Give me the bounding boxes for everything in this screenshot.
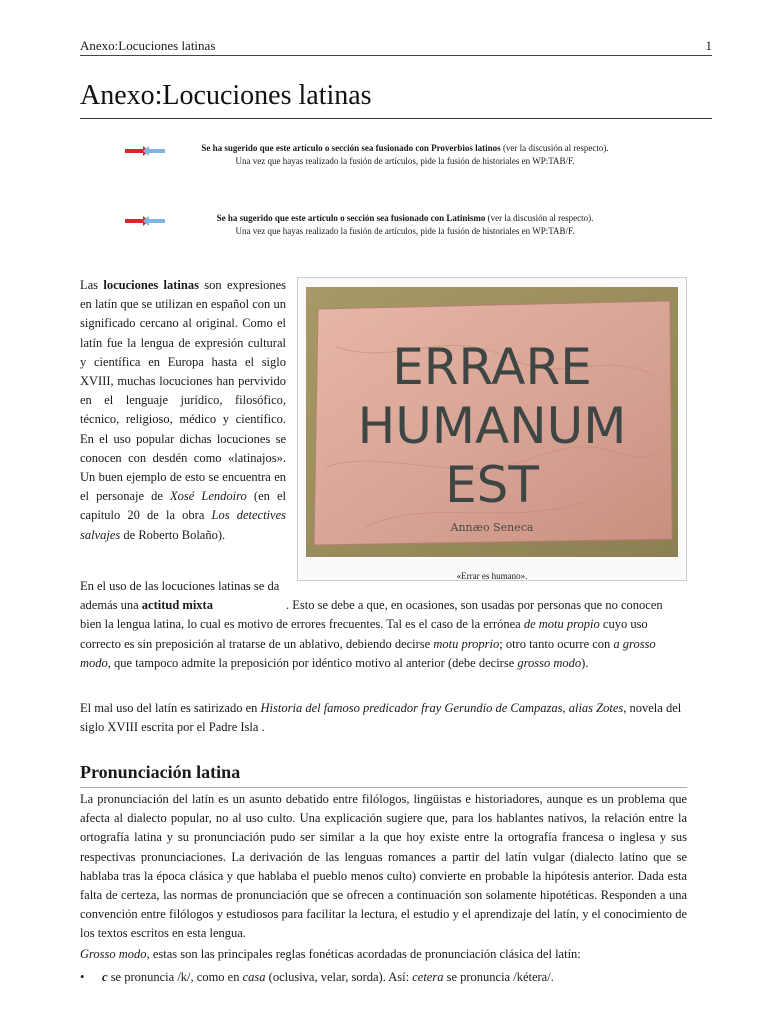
text-run: se pronuncia /kétera/. <box>443 970 554 984</box>
paragraph-pronunciacion: La pronunciación del latín es un asunto debatido entre filólogos, lingüistas e historiadores, aunque es un problema que afecta al dialecto popular, no al uso culto. Una explicación sugiere que, para los hablantes nativos, la relación entre la ortografía latina y su pronunciación pudo ser similar a la que hoy existe entre la ortografía francesa o inglesa y sus respectivas pronunciaciones. La derivación de las lenguas romances a partir del latín vulgar (dialecto latino que se hablaba tras la época clásica y que hablaba el pueblo menos culto) convierte en probable la hipótesis anterior. Dada esta falta de certeza, las normas de pronunciación que se ofrecen a continuación son solamente hipotéticas. Responden a una convención entre filólogos y estudiosos para facilitar la lectura, el estudio y el aprendizaje del latín, y el conocimiento de los textos escritos en esta lengua. <box>80 792 687 941</box>
notice-line2: Una vez que hayas realizado la fusión de artículos, pide la fusión de historiales en WP:TAB/F. <box>235 226 575 236</box>
plaque-line-1: ERRARE <box>392 338 592 396</box>
text-run: ; otro tanto ocurre con <box>499 636 614 651</box>
term-locuciones-latinas: locuciones latinas <box>103 278 199 292</box>
text-run: , estas son las principales reglas fonéticas acordadas de pronunciación clásica del latín: <box>146 947 581 961</box>
link-fray-gerundio[interactable]: Historia del famoso predicador fray Gerundio de Campazas, alias Zotes <box>260 701 624 715</box>
link-xose-lendoiro[interactable]: Xosé Lendoiro <box>170 489 247 504</box>
merge-arrows-icon <box>125 215 165 227</box>
p2-lead-wrap <box>80 577 286 615</box>
text-run: En el uso de las locuciones latinas se da además una <box>80 579 280 613</box>
notice-lead: Se ha sugerido que este artículo o sección sea fusionado con Latinismo <box>216 213 486 223</box>
notice-lead: Se ha sugerido que este artículo o sección sea fusionado con Proverbios latinos <box>201 143 501 153</box>
term-actitud-mixta: actitud mixta <box>141 598 213 613</box>
running-head <box>80 38 712 54</box>
link-los-detectives-salvajes[interactable]: Los detectives salvajes <box>80 508 286 542</box>
section-heading-pronunciacion: Pronunciación latina <box>80 762 687 788</box>
text-run: . Esto se debe a que, en ocasiones, son usadas por personas que no conocen bien la lengua latina, lo cual es motivo de errores frecuentes. Tal es el caso de la errónea <box>80 598 663 632</box>
plaque-figure <box>297 277 687 581</box>
merge-arrows-icon <box>125 145 165 157</box>
text-run: son expresiones en latín que se utilizan en español con un significado cercano al original. Como el latín fue la lengua de expresión cultural y científica en Europa hasta el siglo XVIII, muchas locuciones han pervivido en el lenguaje jurídico, filosófico, técnico, religioso, médico y científico. En el uso popular dichas locuciones se conocen con desdén como «latinajos». Un buen ejemplo de esto se encuentra en el personaje de <box>80 278 286 504</box>
figure-caption: «Errar es humano». <box>456 571 528 581</box>
plaque-image <box>306 287 678 557</box>
text-run: ). <box>581 655 589 670</box>
bullet-dot: • <box>80 970 85 984</box>
italic-casa: casa <box>242 970 266 984</box>
list-item <box>80 970 687 985</box>
text-run: de Roberto Bolaño). <box>120 527 226 542</box>
italic-grosso-modo: grosso modo <box>517 655 582 670</box>
letter-c: c <box>102 970 108 984</box>
text-run: se pronuncia /k/, como en <box>107 970 243 984</box>
running-head-rule <box>80 55 712 56</box>
italic-a-grosso-modo: a grosso modo <box>80 636 656 670</box>
text-run: , que tampoco admite la preposición por idéntico motivo al anterior (debe decirse <box>107 655 518 670</box>
italic-de-motu-propio: de motu propio <box>523 617 600 632</box>
plaque-author: Annæo Seneca <box>450 521 534 534</box>
text-run: cuyo uso correcto es sin preposición al tratarse de un ablativo, debiendo decirse <box>80 617 648 651</box>
notice-text <box>180 142 630 168</box>
notice-tail: (ver la discusión al respecto). <box>485 213 594 223</box>
notice-tail: (ver la discusión al respecto). <box>500 143 609 153</box>
notice-line2: Una vez que hayas realizado la fusión de artículos, pide la fusión de historiales en WP:TAB/F. <box>235 156 575 166</box>
page-title: Anexo:Locuciones latinas <box>80 80 372 111</box>
text-run: (en el capítulo 20 de la obra <box>80 489 287 523</box>
paragraph-2 <box>80 577 687 673</box>
page-number: 1 <box>705 38 712 53</box>
text-run: Las <box>80 278 104 292</box>
text-run: , novela del siglo XVIII escrita por el Padre Isla . <box>80 701 682 735</box>
intro-paragraph <box>80 276 286 545</box>
title-rule <box>80 118 712 119</box>
text-run: (oclusiva, velar, sorda). Así: <box>265 970 413 984</box>
running-head-title: Anexo:Locuciones latinas <box>80 38 216 53</box>
plaque-line-3: EST <box>445 456 539 514</box>
notice-text <box>180 212 630 238</box>
text-run: El mal uso del latín es satirizado en <box>80 701 261 715</box>
plaque-photo[interactable] <box>306 287 678 557</box>
italic-cetera: cetera <box>412 970 444 984</box>
italic-motu-proprio: motu proprio <box>433 636 500 651</box>
paragraph-grosso-modo <box>80 945 687 964</box>
paragraph-3 <box>80 699 687 737</box>
plaque-line-2: HUMANUM <box>357 397 627 455</box>
italic-grosso-modo: Grosso modo <box>80 947 147 961</box>
